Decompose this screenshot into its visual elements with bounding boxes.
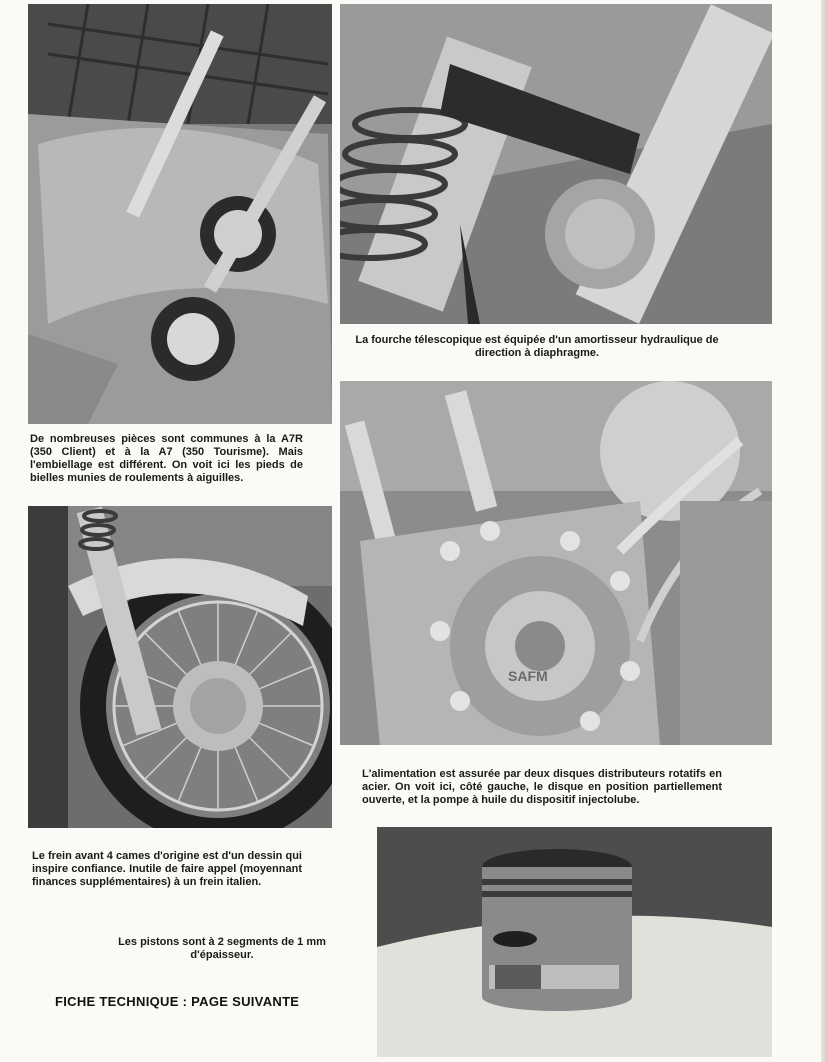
photo-piston xyxy=(377,827,772,1057)
caption-pistons: Les pistons sont à 2 segments de 1 mm d'épaisseur. xyxy=(118,936,326,961)
photo-telescopic-fork xyxy=(340,4,772,324)
caption-fork: La fourche télescopique est équipée d'un amortisseur hydraulique de direction à diaphragme. xyxy=(355,334,719,359)
photo-front-wheel xyxy=(28,506,332,828)
next-page-notice: FICHE TECHNIQUE : PAGE SUIVANTE xyxy=(55,994,300,1009)
caption-brake: Le frein avant 4 cames d'origine est d'un dessin qui inspire confiance. Inutile de faire appel (moyennant finances supplémentaires) à un frein italien. xyxy=(32,850,302,888)
page-edge-shadow xyxy=(821,0,827,1062)
engine-stamp-text: SAFM xyxy=(508,668,548,684)
caption-crank: De nombreuses pièces sont communes à la A7R (350 Client) et à la A7 (350 Tourisme). Mais l'embiellage est différent. On voit ici les pieds de bielles munies de roulements à aiguilles. xyxy=(30,433,303,484)
photo-connecting-rods xyxy=(28,4,332,424)
photo-rotary-disc xyxy=(340,381,772,745)
caption-feed: L'alimentation est assurée par deux disques distributeurs rotatifs en acier. On voit ici, côté gauche, le disque en position partiellement ouverte, et la pompe à huile du dispositif injectolube. xyxy=(362,768,722,806)
